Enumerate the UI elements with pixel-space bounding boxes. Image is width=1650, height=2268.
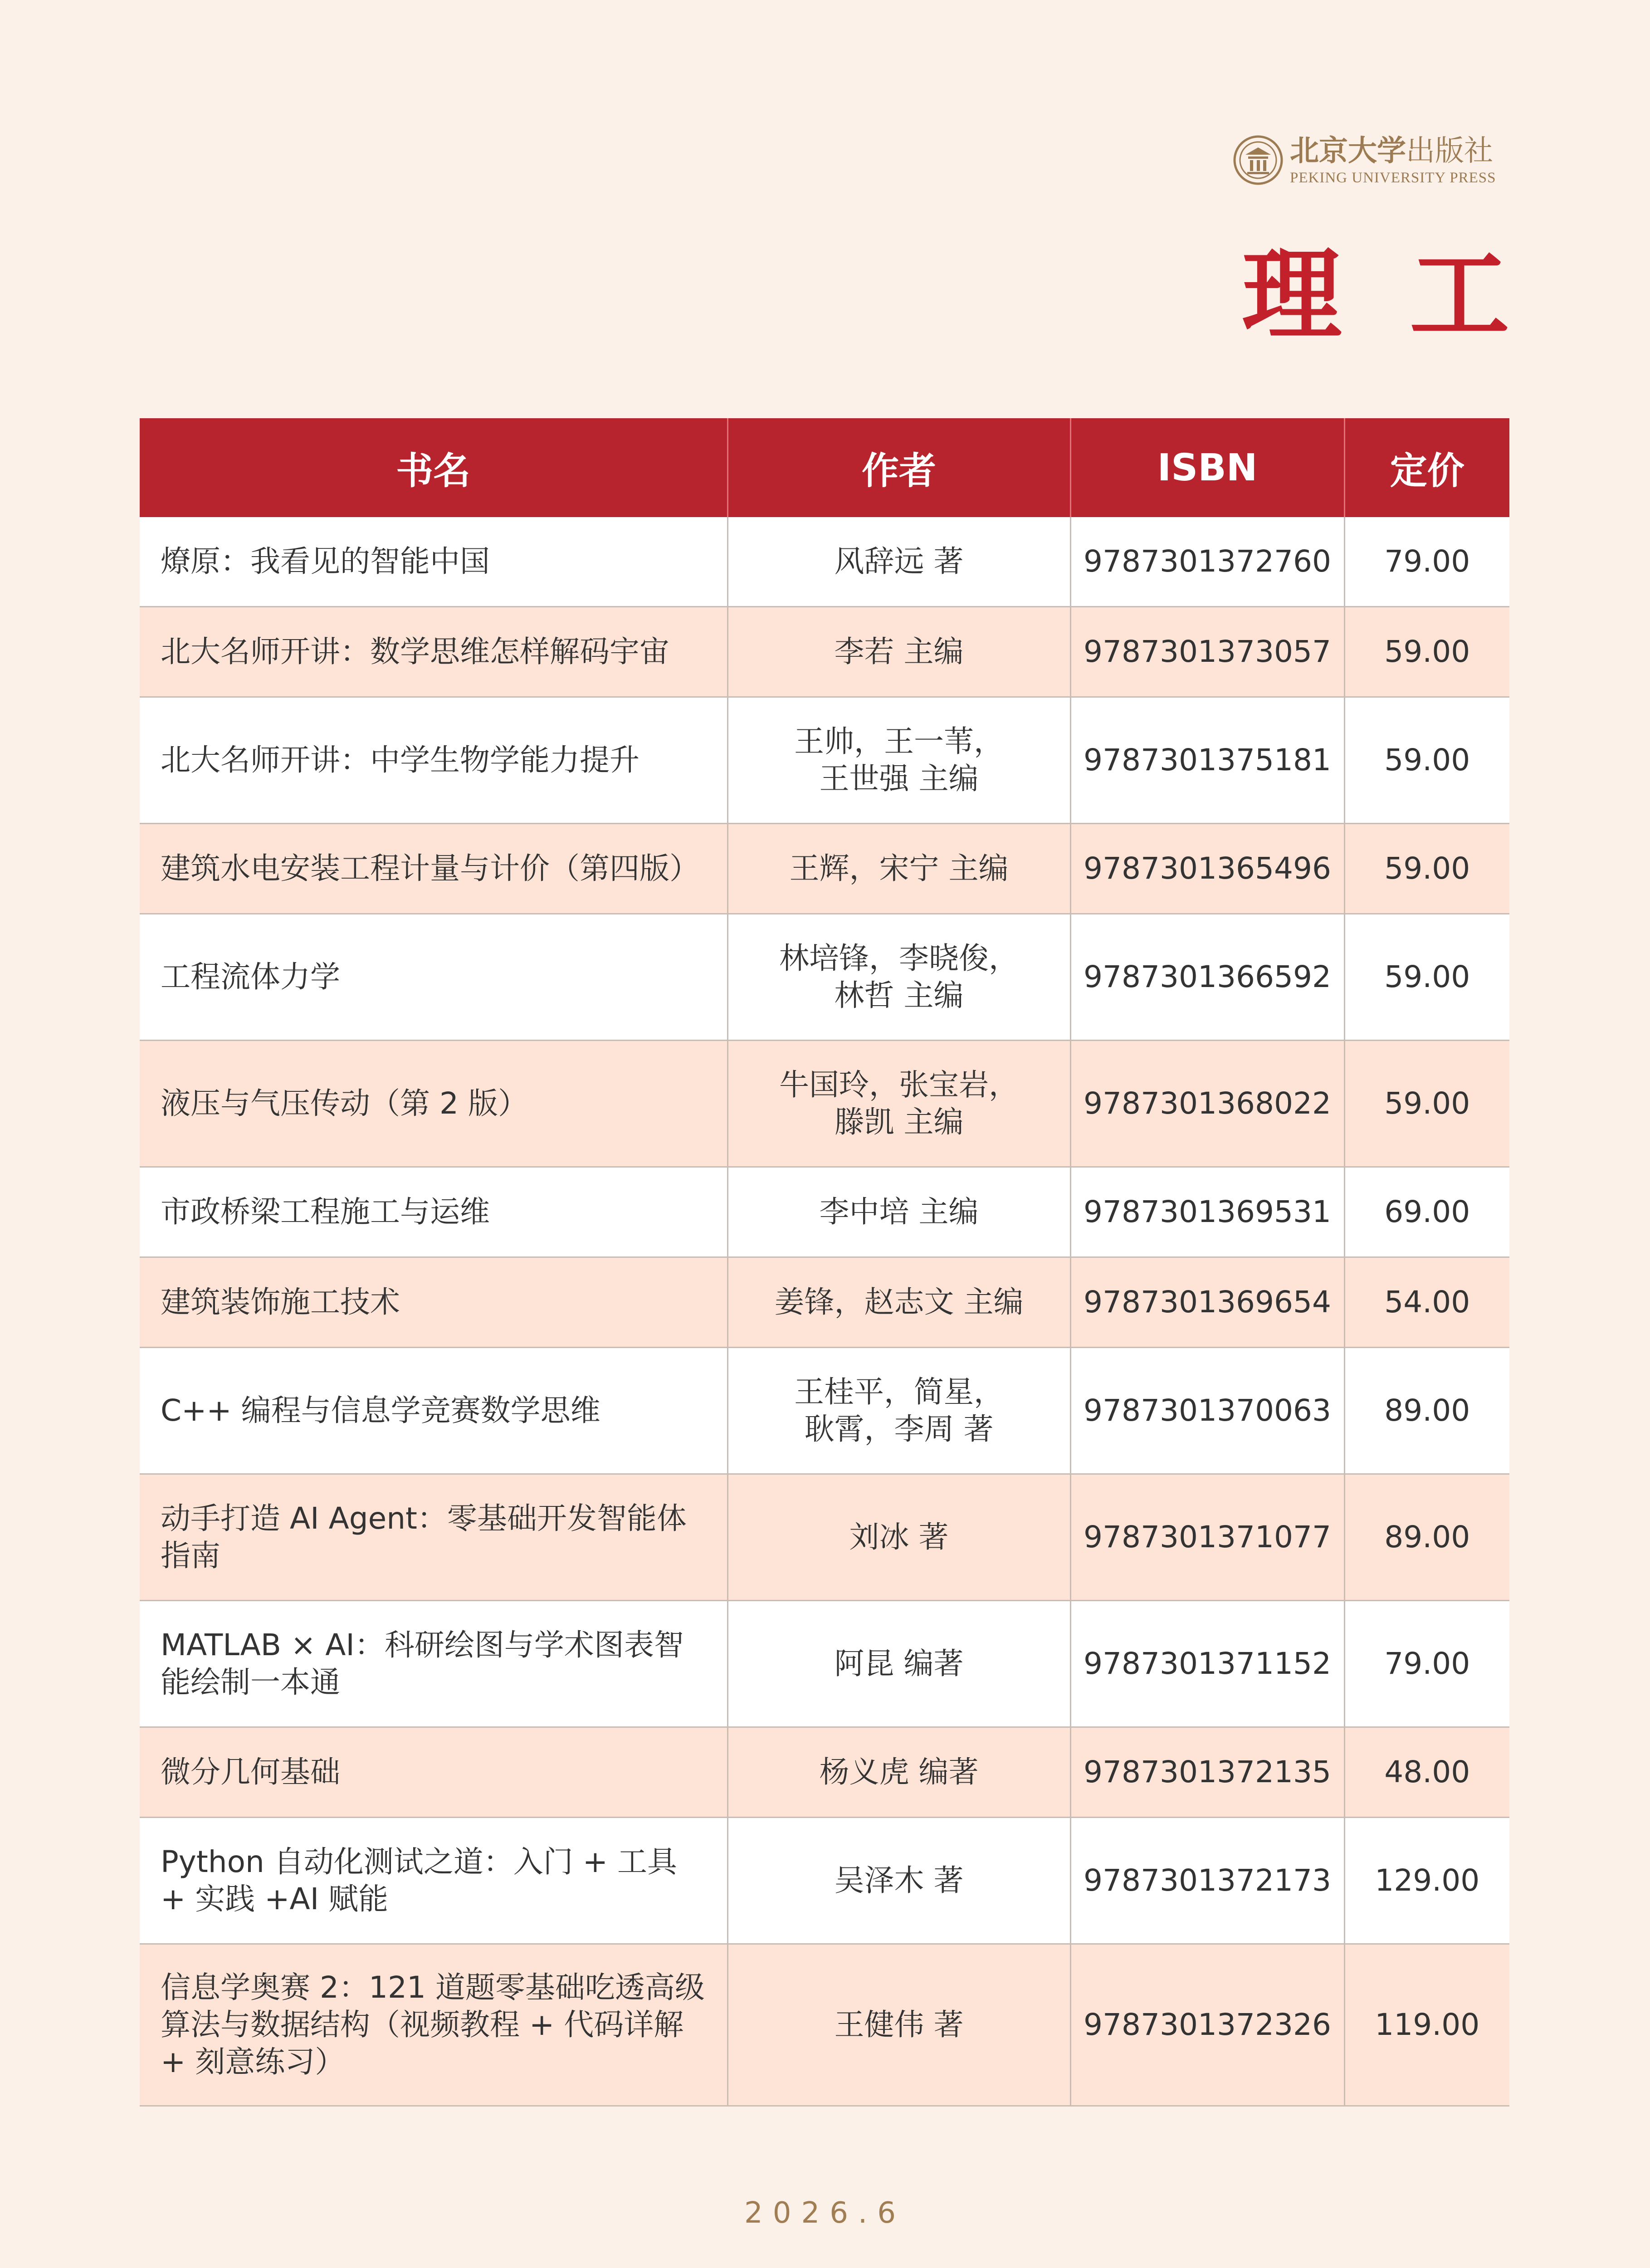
book-title: 工程流体力学: [140, 914, 727, 1041]
book-price: 79.00: [1344, 1601, 1509, 1727]
book-title: 液压与气压传动（第 2 版）: [140, 1041, 727, 1167]
book-isbn: 9787301373057: [1070, 607, 1344, 697]
table-row: [140, 1041, 1509, 1167]
table-row: [140, 1944, 1509, 2106]
table-row: [140, 517, 1509, 607]
book-title: 建筑装饰施工技术: [140, 1257, 727, 1348]
book-price: 129.00: [1344, 1818, 1509, 1944]
table-header-row: [140, 418, 1509, 517]
book-author: 王桂平，简星， 耿霄，李周 著: [727, 1348, 1070, 1474]
book-title: 建筑水电安装工程计量与计价（第四版）: [140, 824, 727, 914]
book-title: 北大名师开讲：数学思维怎样解码宇宙: [140, 607, 727, 697]
table-row: [140, 1474, 1509, 1601]
book-price: 59.00: [1344, 914, 1509, 1041]
publisher-name-cn-suffix: 出版社: [1406, 134, 1493, 168]
book-author: 牛国玲，张宝岩， 滕凯 主编: [727, 1041, 1070, 1167]
book-title: 动手打造 AI Agent：零基础开发智能体指南: [140, 1474, 727, 1601]
book-isbn: 9787301370063: [1070, 1348, 1344, 1474]
book-author: 风辞远 著: [727, 517, 1070, 607]
table-row: [140, 1601, 1509, 1727]
book-catalog-table: [140, 418, 1509, 2107]
book-author: 阿昆 编著: [727, 1601, 1070, 1727]
publisher-logo: [1233, 131, 1514, 190]
book-author: 李若 主编: [727, 607, 1070, 697]
book-title: Python 自动化测试之道：入门 + 工具 + 实践 +AI 赋能: [140, 1818, 727, 1944]
publisher-name-cn-main: 北京大学: [1290, 134, 1406, 168]
book-author: 王辉，宋宁 主编: [727, 824, 1070, 914]
header-title: 书名: [140, 418, 727, 517]
table-row: [140, 697, 1509, 824]
table-row: [140, 1257, 1509, 1348]
book-author: 林培锋，李晓俊， 林哲 主编: [727, 914, 1070, 1041]
book-author: 刘冰 著: [727, 1474, 1070, 1601]
book-price: 48.00: [1344, 1727, 1509, 1818]
book-author: 杨义虎 编著: [727, 1727, 1070, 1818]
book-title: MATLAB × AI：科研绘图与学术图表智能绘制一本通: [140, 1601, 727, 1727]
book-price: 119.00: [1344, 1944, 1509, 2106]
book-price: 69.00: [1344, 1167, 1509, 1257]
pku-seal-icon: [1233, 135, 1284, 186]
page-title: 理工: [1241, 236, 1577, 353]
header-price: 定价: [1344, 418, 1509, 517]
book-isbn: 9787301369654: [1070, 1257, 1344, 1348]
table-row: [140, 607, 1509, 697]
publisher-name-en: PEKING UNIVERSITY PRESS: [1290, 170, 1496, 186]
book-author: 姜锋，赵志文 主编: [727, 1257, 1070, 1348]
book-price: 59.00: [1344, 697, 1509, 824]
book-price: 89.00: [1344, 1474, 1509, 1601]
book-title: 市政桥梁工程施工与运维: [140, 1167, 727, 1257]
publisher-name-cn: [1290, 133, 1496, 169]
book-isbn: 9787301375181: [1070, 697, 1344, 824]
book-isbn: 9787301372760: [1070, 517, 1344, 607]
book-price: 79.00: [1344, 517, 1509, 607]
book-price: 89.00: [1344, 1348, 1509, 1474]
header-author: 作者: [727, 418, 1070, 517]
book-isbn: 9787301372326: [1070, 1944, 1344, 2106]
book-title: 信息学奥赛 2：121 道题零基础吃透高级算法与数据结构（视频教程 + 代码详解 + 刻意练习）: [140, 1944, 727, 2106]
book-isbn: 9787301365496: [1070, 824, 1344, 914]
book-price: 59.00: [1344, 607, 1509, 697]
book-isbn: 9787301371077: [1070, 1474, 1344, 1601]
book-title: 北大名师开讲：中学生物学能力提升: [140, 697, 727, 824]
book-isbn: 9787301372173: [1070, 1818, 1344, 1944]
book-author: 李中培 主编: [727, 1167, 1070, 1257]
book-isbn: 9787301372135: [1070, 1727, 1344, 1818]
table-row: [140, 824, 1509, 914]
footer-date: 2026.6: [744, 2196, 906, 2230]
book-isbn: 9787301366592: [1070, 914, 1344, 1041]
table-row: [140, 914, 1509, 1041]
book-title: 燎原：我看见的智能中国: [140, 517, 727, 607]
table-row: [140, 1348, 1509, 1474]
book-price: 59.00: [1344, 1041, 1509, 1167]
book-price: 59.00: [1344, 824, 1509, 914]
book-author: 王帅，王一苇， 王世强 主编: [727, 697, 1070, 824]
header-isbn: ISBN: [1070, 418, 1344, 517]
book-title: 微分几何基础: [140, 1727, 727, 1818]
book-isbn: 9787301369531: [1070, 1167, 1344, 1257]
table-row: [140, 1167, 1509, 1257]
book-isbn: 9787301371152: [1070, 1601, 1344, 1727]
table-row: [140, 1727, 1509, 1818]
book-author: 王健伟 著: [727, 1944, 1070, 2106]
book-author: 吴泽木 著: [727, 1818, 1070, 1944]
book-title: C++ 编程与信息学竞赛数学思维: [140, 1348, 727, 1474]
table-row: [140, 1818, 1509, 1944]
book-price: 54.00: [1344, 1257, 1509, 1348]
book-isbn: 9787301368022: [1070, 1041, 1344, 1167]
